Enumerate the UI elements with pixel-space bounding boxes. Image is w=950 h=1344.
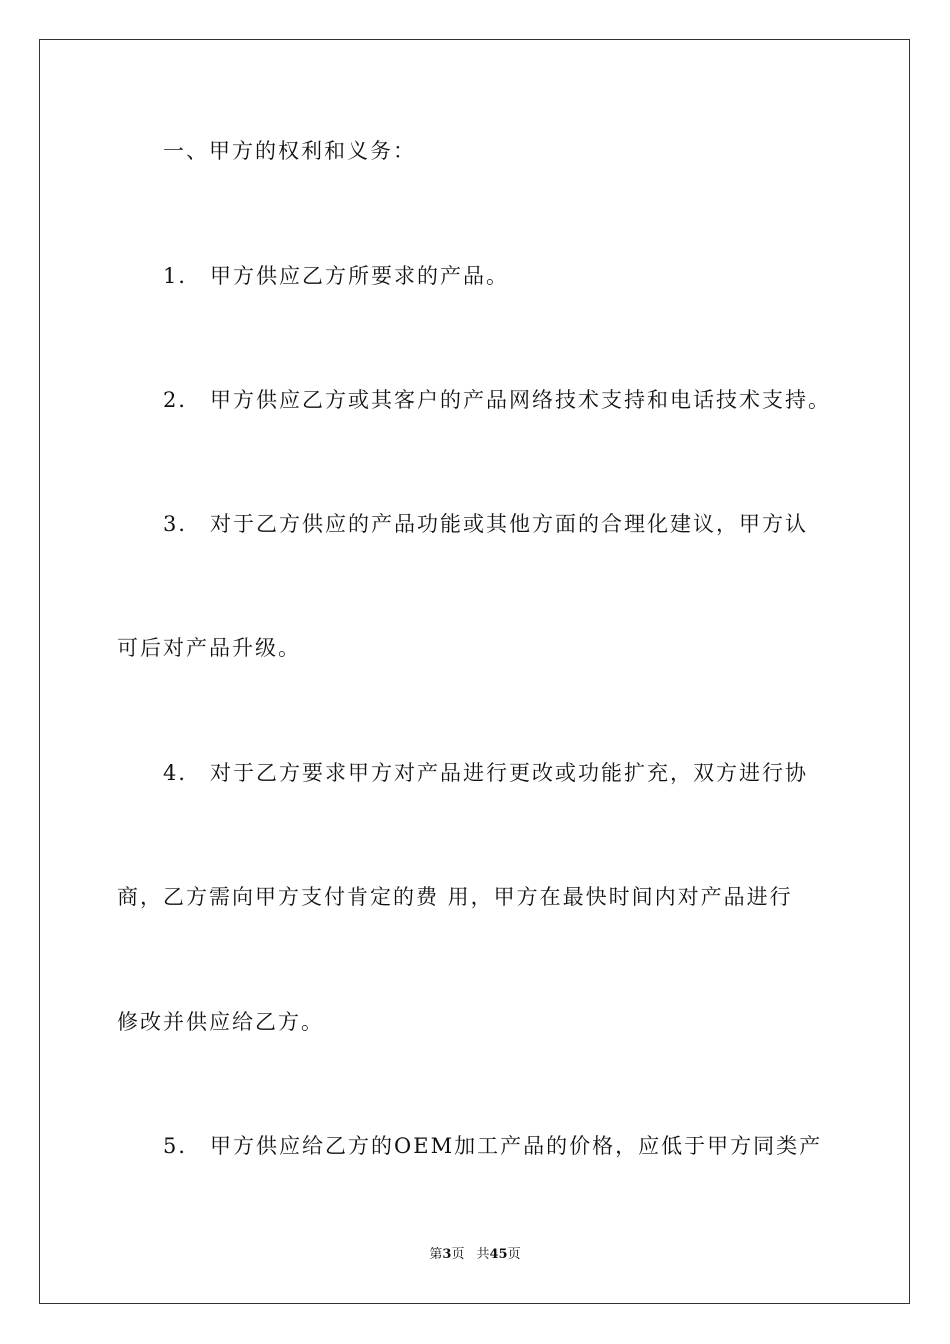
paragraph-line: 3． 对于乙方供应的产品功能或其他方面的合理化建议，甲方认 [163, 512, 809, 536]
footer-total-suffix: 页 [507, 1247, 521, 1262]
page-footer [0, 1246, 950, 1264]
paragraph-line: 5． 甲方供应给乙方的OEM加工产品的价格，应低于甲方同类产 [163, 1134, 823, 1158]
paragraph-line: 4． 对于乙方要求甲方对产品进行更改或功能扩充，双方进行协 [163, 761, 809, 785]
footer-total-pages: 45 [489, 1247, 508, 1262]
section-heading: 一、甲方的权利和义务： [163, 139, 416, 163]
paragraph-line: 修改并供应给乙方。 [117, 1010, 324, 1034]
page-border [39, 39, 910, 1304]
paragraph-line: 可后对产品升级。 [117, 636, 301, 660]
footer-page-prefix: 第 [429, 1247, 443, 1262]
paragraph-line: 2． 甲方供应乙方或其客户的产品网络技术支持和电话技术支持。 [163, 388, 832, 412]
footer-total-prefix: 共 [476, 1247, 490, 1262]
paragraph-line: 1． 甲方供应乙方所要求的产品。 [163, 264, 510, 288]
footer-page-suffix: 页 [451, 1247, 465, 1262]
paragraph-line: 商，乙方需向甲方支付肯定的费 用，甲方在最快时间内对产品进行 [117, 885, 793, 909]
footer-page-number: 3 [442, 1247, 452, 1262]
